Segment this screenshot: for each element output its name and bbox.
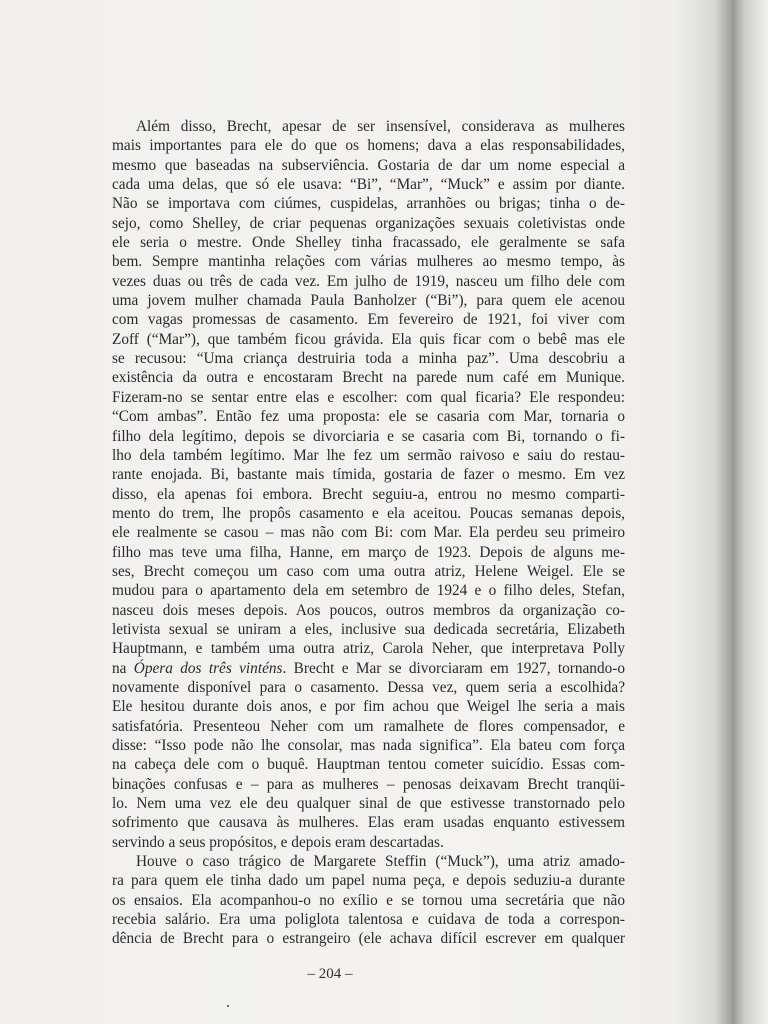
text-line: ses, Brecht começou um caso com uma outra atriz, Helene Weigel. Ele se	[112, 562, 625, 580]
text-line: dência de Brecht para o estrangeiro (ele achava difícil escrever em qualquer	[112, 930, 625, 948]
text-line: mesmo que baseadas na subserviência. Gostaria de dar um nome especial a	[112, 156, 625, 174]
text-line: sofrimento que causava às mulheres. Elas eram usadas enquanto estivessem	[112, 814, 625, 832]
text-line: lho dela também legítimo. Mar lhe fez um sermão raivoso e saiu do restau-	[112, 446, 625, 464]
text-fragment: . Brecht e Mar se divorciaram em 1927, tornando-o	[282, 659, 625, 677]
text-line: bem. Sempre mantinha relações com várias mulheres ao mesmo tempo, às	[112, 253, 625, 271]
text-line: mudou para o apartamento dela em setembro de 1924 e o filho deles, Stefan,	[112, 582, 625, 600]
italic-work-title: Ópera dos três vinténs	[133, 659, 283, 677]
text-line: rante enojada. Bi, bastante mais tímida, gostaria de fazer o mesmo. Em vez	[112, 466, 625, 484]
scan-speck	[227, 1005, 229, 1007]
text-fragment: na	[112, 659, 134, 677]
text-line: mento do trem, lhe propôs casamento e ela aceitou. Poucas semanas depois,	[112, 504, 625, 522]
text-line: Zoff (“Mar”), que também ficou grávida. Ela quis ficar com o bebê mas ele	[112, 330, 625, 348]
text-line: Ele hesitou durante dois anos, e por fim achou que Weigel lhe seria a mais	[112, 698, 625, 716]
text-line: vezes duas ou três de cada vez. Em julho de 1919, nasceu um filho dele com	[112, 272, 625, 290]
text-line: na cabeça dele com o buquê. Hauptman tentou cometer suicídio. Essas com-	[112, 756, 625, 774]
text-line: ele realmente se casou – mas não com Bi: com Mar. Ela perdeu seu primeiro	[112, 524, 625, 542]
text-line: “Com ambas”. Então fez uma proposta: ele se casaria com Mar, tornaria o	[112, 408, 625, 426]
text-line: mais importantes para ele do que os homens; dava a elas responsabilidades,	[112, 137, 625, 155]
page-number: – 204 –	[307, 966, 353, 982]
text-line: Fizeram-no se sentar entre elas e escolher: com qual ficaria? Ele respondeu:	[112, 388, 625, 406]
text-line: nasceu dois meses depois. Aos poucos, outros membros da organização co-	[112, 601, 625, 619]
text-line: Além disso, Brecht, apesar de ser insensível, considerava as mulheres	[136, 118, 625, 135]
text-line: se recusou: “Uma criança destruiria toda a minha paz”. Uma descobriu a	[112, 350, 625, 368]
text-line: satisfatória. Presenteou Neher com um ramalhete de flores compensador, e	[112, 717, 625, 735]
text-line: uma jovem mulher chamada Paula Banholzer (“Bi”), para quem ele acenou	[112, 292, 625, 310]
text-line: novamente disponível para o casamento. Dessa vez, quem seria a escolhida?	[112, 678, 625, 696]
text-line: cada uma delas, que só ele usava: “Bi”, “Mar”, “Muck” e assim por diante.	[112, 176, 625, 194]
text-line: ra para quem ele tinha dado um papel numa peça, e depois seduziu-a durante	[112, 872, 625, 890]
text-line: filho dela legítimo, depois se divorciaria e se casaria com Bi, tornando o fi-	[112, 427, 625, 445]
text-line: servindo a seus propósitos, e depois eram descartadas.	[112, 833, 444, 851]
text-line: filho mas teve uma filha, Hanne, em março de 1923. Depois de alguns me-	[112, 543, 625, 561]
text-line: sejo, como Shelley, de criar pequenas organizações sexuais coletivistas onde	[112, 214, 625, 232]
text-line: lo. Nem uma vez ele deu qualquer sinal de que estivesse transtornado pelo	[112, 795, 625, 813]
text-line: existência da outra e encostaram Brecht na parede num café em Munique.	[112, 369, 625, 387]
text-line: Houve o caso trágico de Margarete Steffin (“Muck”), uma atriz amado-	[136, 853, 625, 871]
text-line: com vagas promessas de casamento. Em fevereiro de 1921, foi viver com	[112, 311, 625, 329]
text-line: Hauptmann, e também uma outra atriz, Carola Neher, que interpretava Polly	[112, 640, 625, 658]
text-line: disse: “Isso pode não lhe consolar, mas nada significa”. Ela bateu com força	[112, 737, 625, 754]
text-line: binações confusas e – para as mulheres – penosas deixavam Brecht tranqüi-	[112, 775, 625, 793]
text-line: ele seria o mestre. Onde Shelley tinha fracassado, ele geralmente se safa	[112, 234, 625, 252]
text-line: letivista sexual se uniram a eles, inclusive sua dedicada secretária, Elizabeth	[112, 620, 625, 638]
text-line: os ensaios. Ela acompanhou-o no exílio e se tornou uma secretária que não	[112, 891, 625, 909]
body-text	[112, 117, 625, 949]
text-line: Não se importava com ciúmes, cuspidelas, arranhões ou brigas; tinha o de-	[112, 195, 625, 213]
text-line: disso, ela apenas foi embora. Brecht seguiu-a, entrou no mesmo comparti-	[112, 485, 625, 503]
text-line	[112, 659, 625, 678]
text-line: recebia salário. Era uma poliglota talentosa e cuidava de toda a correspon-	[112, 911, 625, 929]
